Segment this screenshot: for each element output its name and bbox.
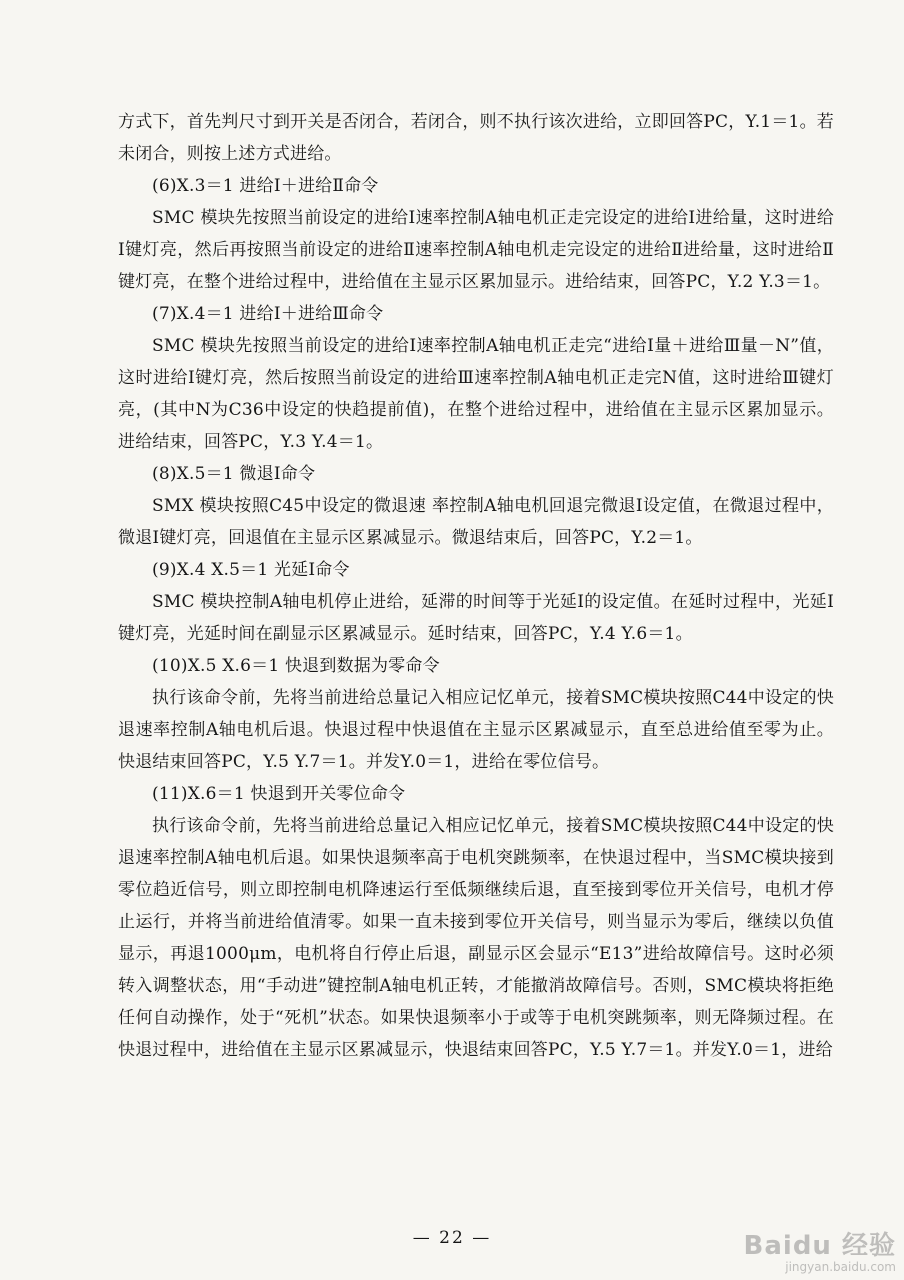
section-heading-11: (11)X.6＝1 快退到开关零位命令 — [152, 784, 406, 804]
paragraph-section-8: SMX 模块按照C45中设定的微退速 率控制A轴电机回退完微退Ⅰ设定值，在微退过程中，微退Ⅰ键灯亮，回退值在主显示区累减显示。微退结束后，回答PC，Y.2＝1。 — [118, 496, 834, 548]
paragraph-section-9: SMC 模块控制A轴电机停止进给，延滞的时间等于光延Ⅰ的设定值。在延时过程中，光延Ⅰ键灯亮，光延时间在副显示区累减显示。延时结束，回答PC，Y.4 Y.6＝1。 — [118, 592, 834, 644]
text-body — [118, 106, 834, 1066]
watermark-url: jingyan.baidu.com — [785, 1260, 896, 1274]
section-heading-6: (6)X.3＝1 进给Ⅰ＋进给Ⅱ命令 — [152, 176, 379, 196]
section-heading-7: (7)X.4＝1 进给Ⅰ＋进给Ⅲ命令 — [152, 304, 384, 324]
section-heading-9: (9)X.4 X.5＝1 光延Ⅰ命令 — [152, 560, 350, 580]
section-heading-8: (8)X.5＝1 微退Ⅰ命令 — [152, 464, 316, 484]
watermark-logo: Baidu 经验 — [743, 1231, 896, 1261]
page-number: — 22 — — [412, 1228, 492, 1248]
paragraph-section-6: SMC 模块先按照当前设定的进给Ⅰ速率控制A轴电机正走完设定的进给Ⅰ进给量，这时进给Ⅰ键灯亮，然后再按照当前设定的进给Ⅱ速率控制A轴电机走完设定的进给Ⅱ进给量，这时进给Ⅱ键灯亮，在整个进给过程中，进给值在主显示区累加显示。进给结束，回答PC，Y.2 Y.3＝1。 — [118, 208, 834, 292]
section-heading-10: (10)X.5 X.6＝1 快退到数据为零命令 — [152, 656, 440, 676]
paragraph-section-10: 执行该命令前，先将当前进给总量记入相应记忆单元，接着SMC模块按照C44中设定的快退速率控制A轴电机后退。快退过程中快退值在主显示区累减显示，直至总进给值至零为止。快退结束回答PC，Y.5 Y.7＝1。并发Y.0＝1，进给在零位信号。 — [118, 688, 834, 772]
watermark — [744, 1232, 896, 1274]
paragraph-section-7: SMC 模块先按照当前设定的进给Ⅰ速率控制A轴电机正走完“进给Ⅰ量＋进给Ⅲ量－N”值，这时进给Ⅰ键灯亮，然后按照当前设定的进给Ⅲ速率控制A轴电机正走完N值，这时进给Ⅲ键灯亮，(其中N为C36中设定的快趋提前值)，在整个进给过程中，进给值在主显示区累加显示。进给结束，回答PC，Y.3 Y.4＝1。 — [118, 336, 834, 452]
paragraph-continuation: 方式下，首先判尺寸到开关是否闭合，若闭合，则不执行该次进给，立即回答PC，Y.1＝1。若未闭合，则按上述方式进给。 — [118, 112, 834, 164]
paragraph-section-11: 执行该命令前，先将当前进给总量记入相应记忆单元，接着SMC模块按照C44中设定的快退速率控制A轴电机后退。如果快退频率高于电机突跳频率，在快退过程中，当SMC模块接到零位趋近信号，则立即控制电机降速运行至低频继续后退，直至接到零位开关信号，电机才停止运行，并将当前进给值清零。如果一直未接到零位开关信号，则当显示为零后，继续以负值显示，再退1000μm，电机将自行停止后退，副显示区会显示“E13”进给故障信号。这时必须转入调整状态，用“手动进”键控制A轴电机正转，才能撤消故障信号。否则，SMC模块将拒绝任何自动操作，处于“死机”状态。如果快退频率小于或等于电机突跳频率，则无降频过程。在快退过程中，进给值在主显示区累减显示，快退结束回答PC，Y.5 Y.7＝1。并发Y.0＝1，进给 — [118, 816, 834, 1060]
